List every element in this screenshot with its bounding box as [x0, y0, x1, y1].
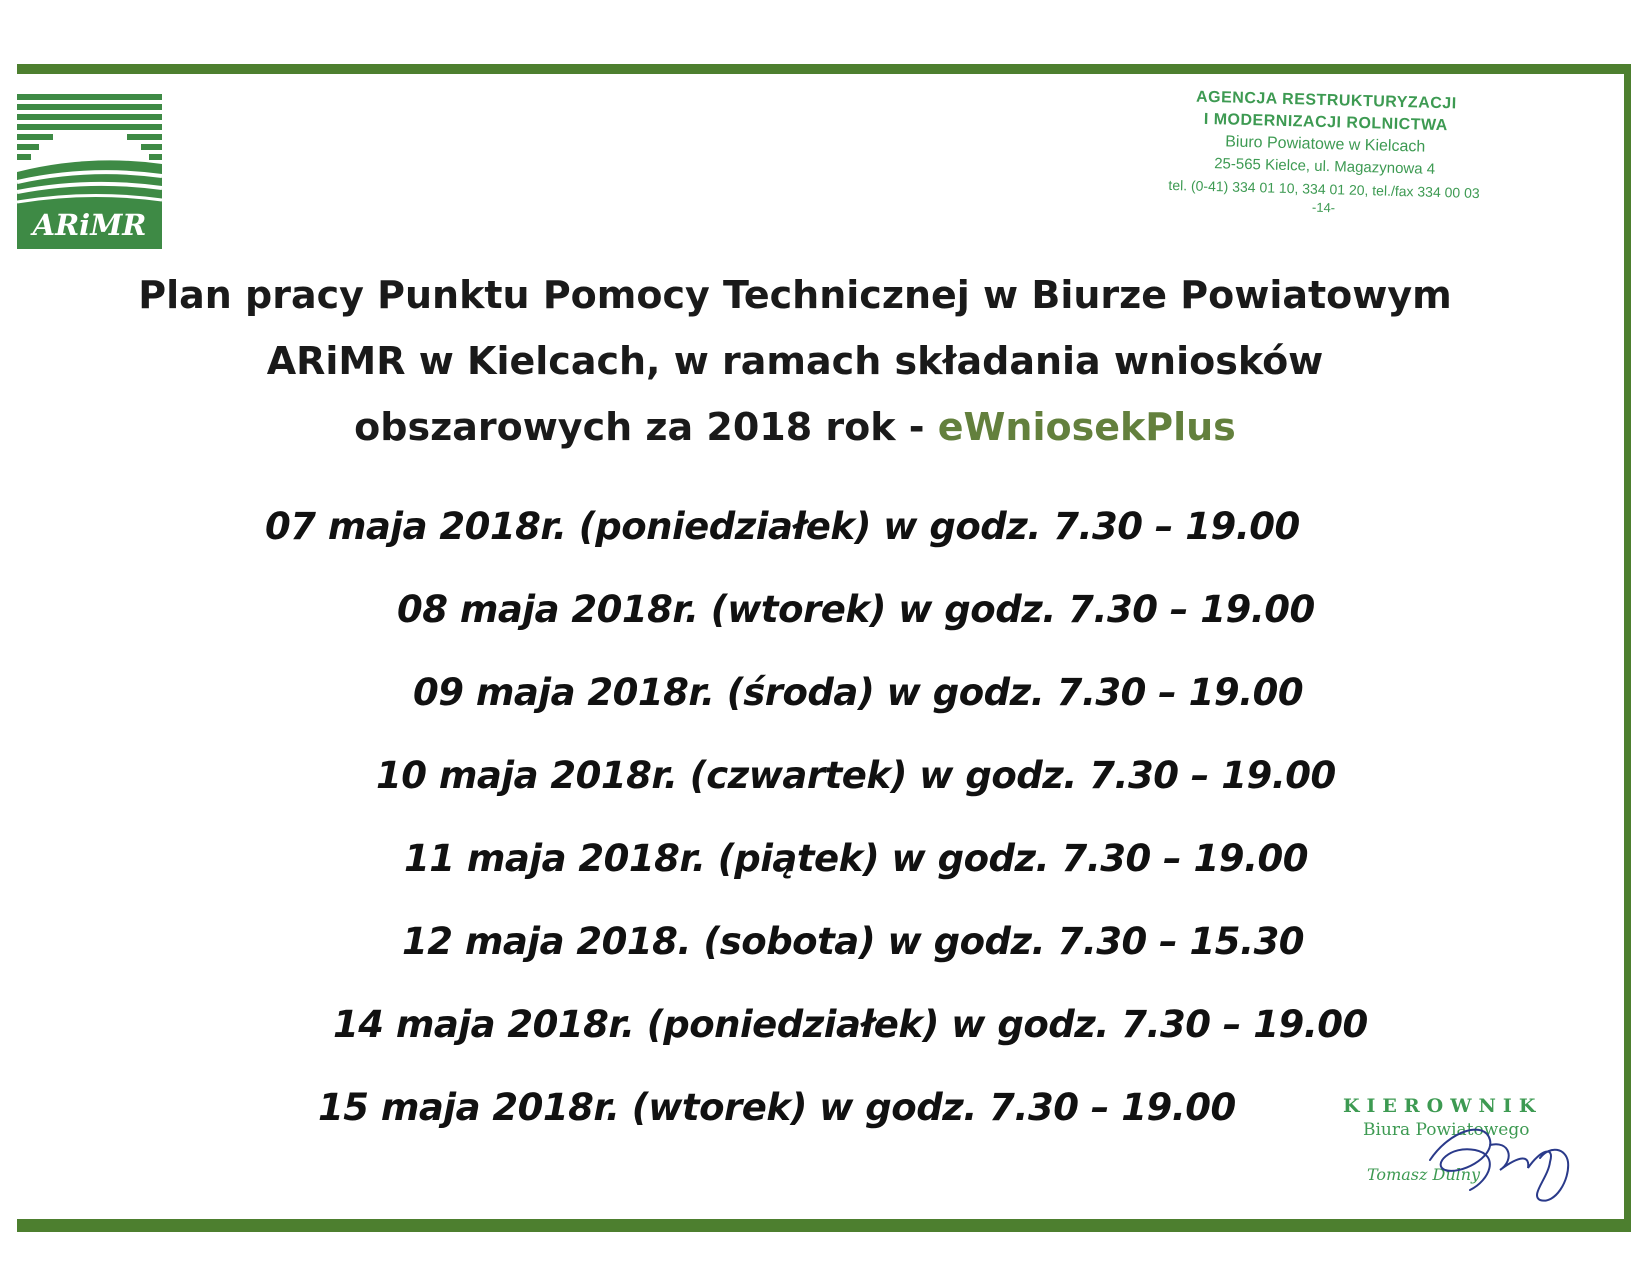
manager-name: Tomasz Dulny [1367, 1165, 1481, 1184]
schedule-row: 10 maja 2018r. (czwartek) w godz. 7.30 – 19.00 [376, 754, 1336, 797]
logo-text: ARiMR [32, 208, 147, 242]
stamp-line: tel. (0-41) 334 01 10, 334 01 20, tel./fax 334 00 03 [1168, 176, 1480, 202]
schedule-row: 07 maja 2018r. (poniedziałek) w godz. 7.30 – 19.00 [265, 505, 1300, 548]
stamp-line: 25-565 Kielce, ul. Magazynowa 4 [1213, 155, 1436, 178]
manager-subtitle: Biura Powiatowego [1363, 1120, 1530, 1140]
stamp-line: I MODERNIZACJI ROLNICTWA [1203, 110, 1448, 135]
ewniosekplus-highlight: eWniosekPlus [937, 405, 1236, 449]
title-line-1: Plan pracy Punktu Pomocy Technicznej w Biurze Powiatowym [138, 273, 1452, 317]
stamp-line: AGENCJA RESTRUKTURYZACJI [1195, 88, 1457, 113]
schedule-row: 08 maja 2018r. (wtorek) w godz. 7.30 – 19.00 [397, 588, 1315, 631]
schedule-row: 12 maja 2018. (sobota) w godz. 7.30 – 15.30 [402, 920, 1305, 963]
stamp-line: -14- [1311, 199, 1336, 216]
title-line-2: ARiMR w Kielcach, w ramach składania wniosków [266, 339, 1324, 383]
handwritten-signature [1390, 1100, 1610, 1210]
stamp-line: Biuro Powiatowe w Kielcach [1224, 133, 1426, 156]
schedule-row: 09 maja 2018r. (środa) w godz. 7.30 – 19.00 [413, 671, 1304, 714]
schedule-row: 14 maja 2018r. (poniedziałek) w godz. 7.30 – 19.00 [333, 1003, 1368, 1046]
schedule-row: 11 maja 2018r. (piątek) w godz. 7.30 – 19.00 [404, 837, 1309, 880]
schedule-row: 15 maja 2018r. (wtorek) w godz. 7.30 – 19.00 [318, 1086, 1236, 1129]
title-line-3-prefix: obszarowych za 2018 rok - [354, 405, 938, 449]
manager-title: KIEROWNIK [1343, 1095, 1543, 1117]
